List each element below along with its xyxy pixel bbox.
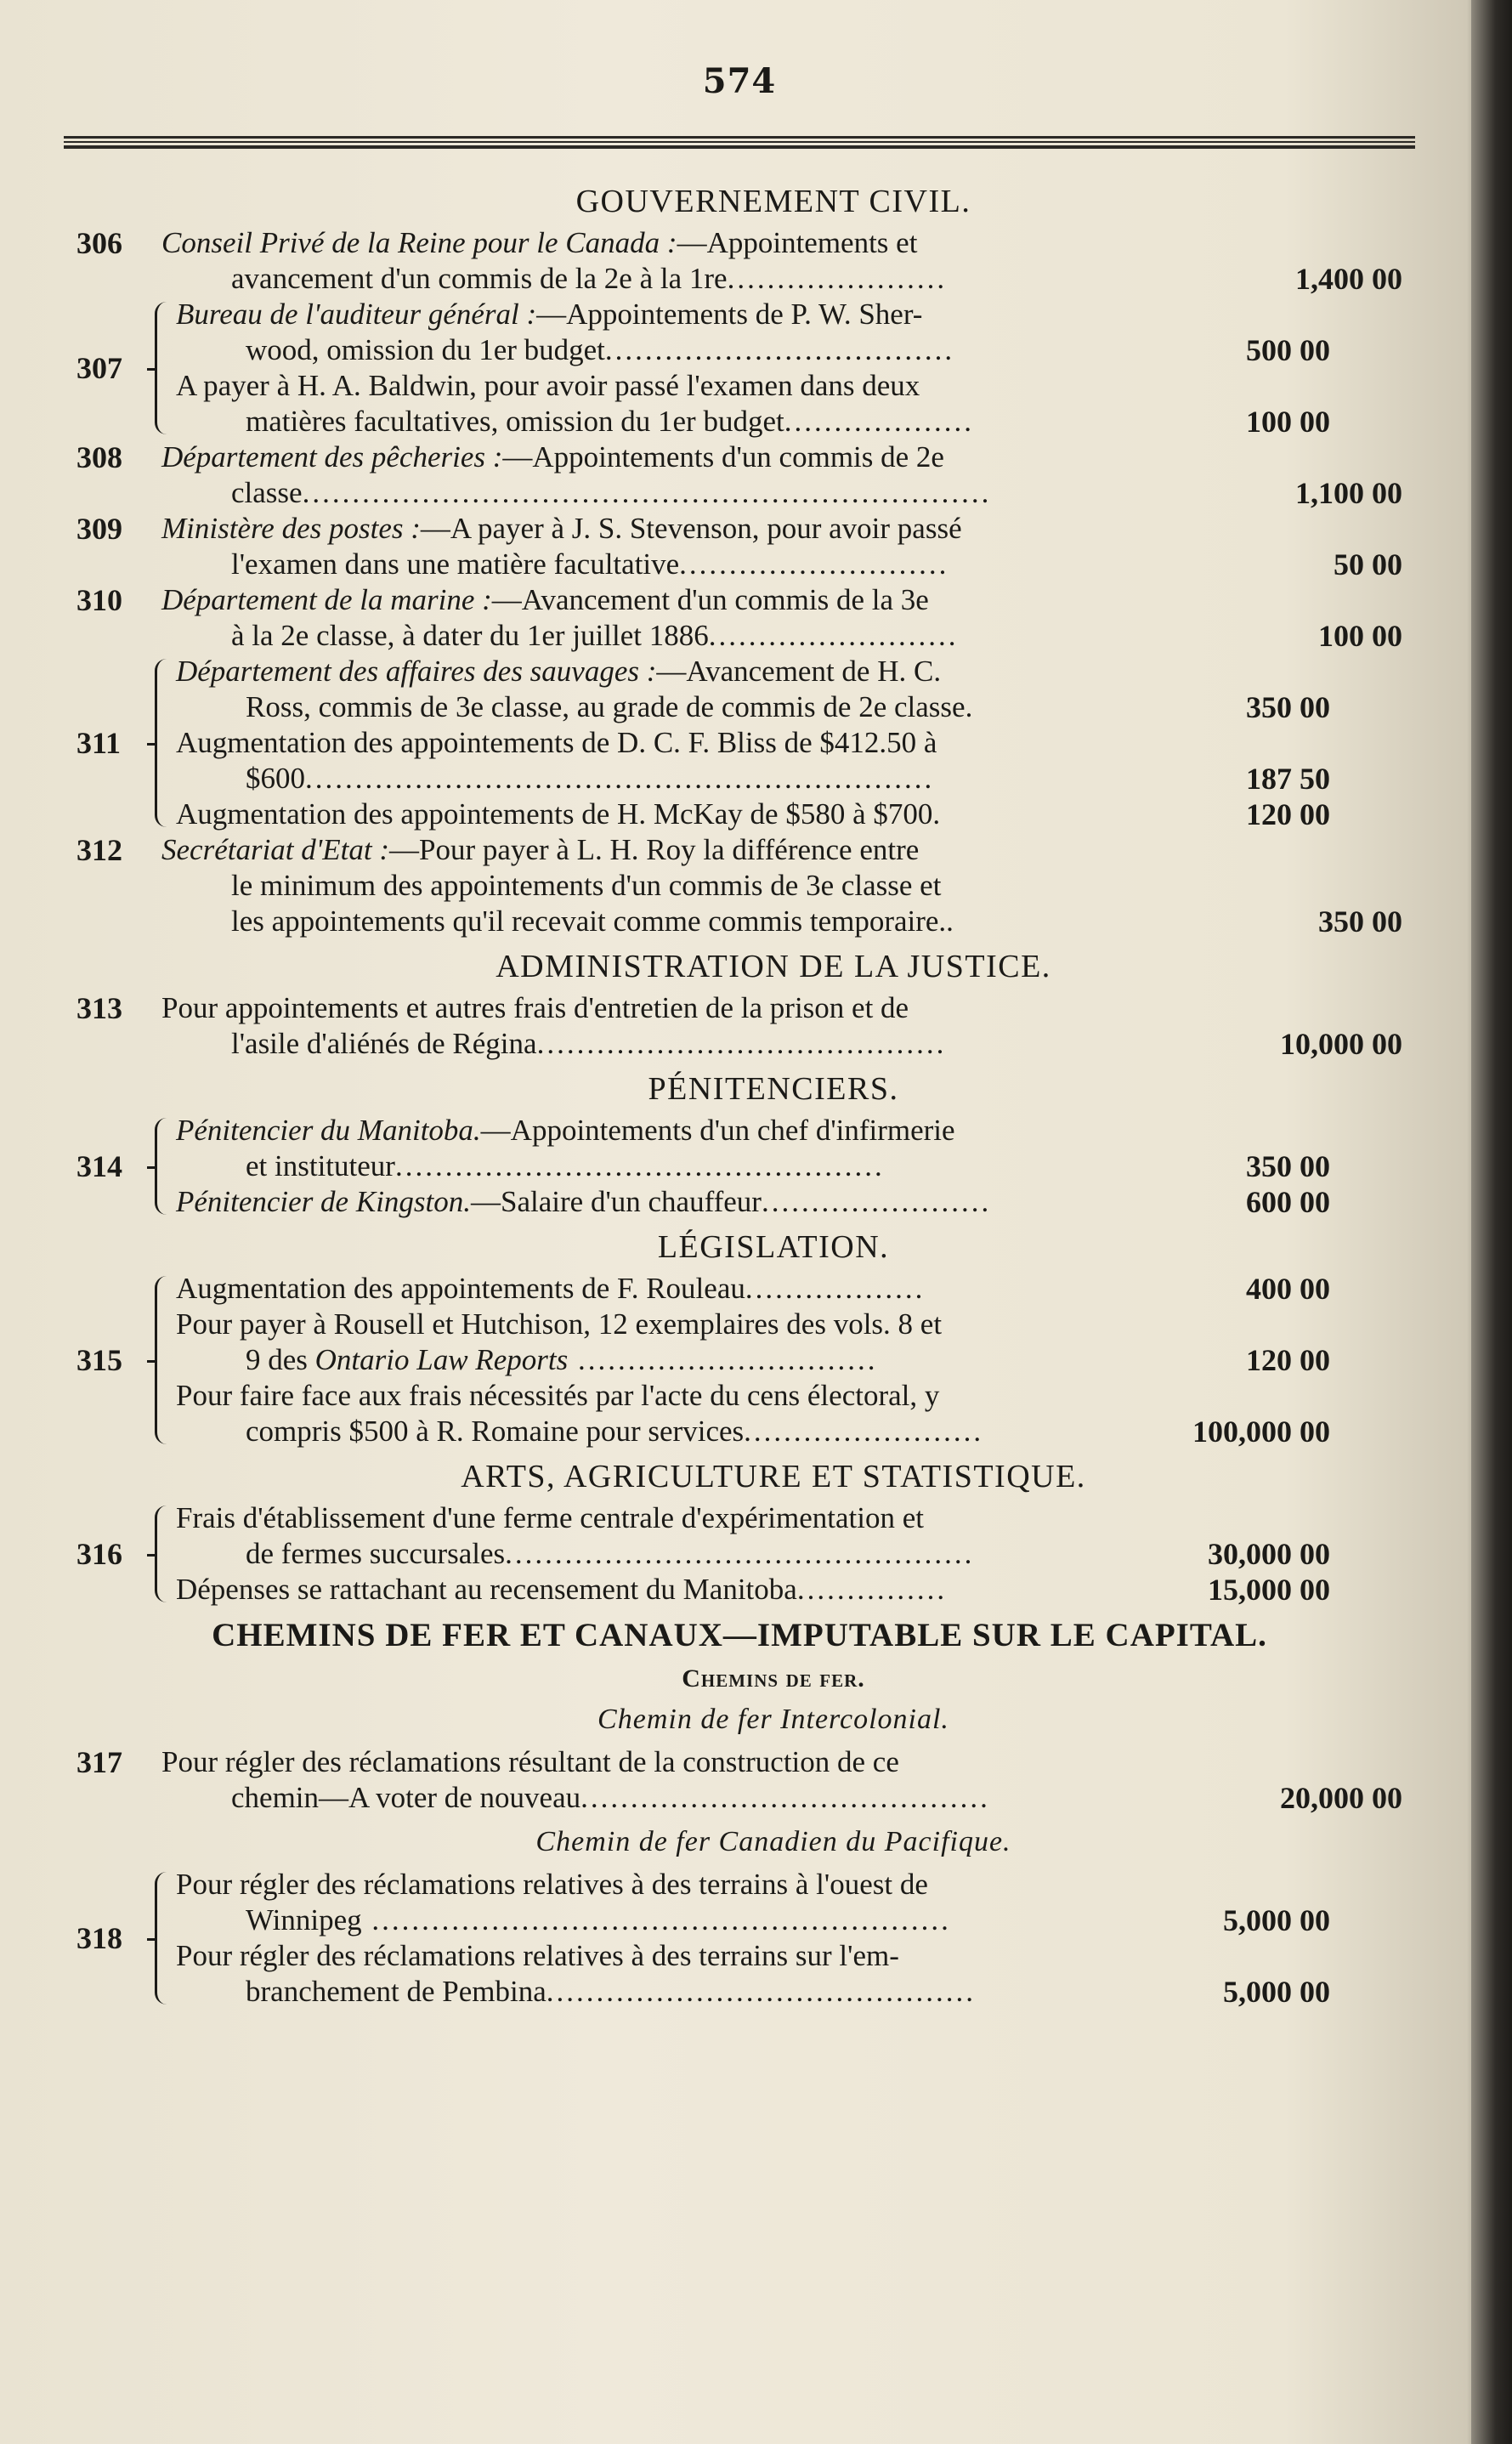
leader-dots: .........................................	[580, 1781, 990, 1814]
subheading-pacifique: Chemin de fer Canadien du Pacifique.	[535, 1826, 1011, 1857]
entry-amount: 600 00	[1246, 1185, 1330, 1219]
leader-dots: ...........................	[679, 547, 949, 581]
entry-line: classe	[231, 476, 303, 509]
entry-line: —Appointements d'un commis de 2e	[502, 440, 944, 473]
entry-amount: 350 00	[1246, 690, 1330, 724]
sub-item	[176, 1378, 1402, 1449]
section-heading-railways: CHEMINS DE FER ET CANAUX—IMPUTABLE SUR LE CAPITAL.	[212, 1617, 1267, 1653]
entry-amount: 120 00	[1246, 797, 1330, 831]
leader-dots: .........................	[708, 619, 959, 652]
entry-amount: 5,000 00	[1223, 1975, 1330, 2009]
entry-amount: 15,000 00	[1208, 1573, 1330, 1607]
entry-311	[76, 654, 1402, 832]
entry-amount: 120 00	[1246, 1343, 1330, 1377]
entry-line: Pour payer à Rousell et Hutchison, 12 exemplaires des vols. 8 et	[176, 1307, 943, 1341]
entry-title: Ministère des postes :	[161, 512, 421, 545]
leader-dots: .........................................	[536, 1027, 947, 1060]
entry-line: Ross, commis de 3e classe, au grade de commis de 2e classe.	[246, 690, 973, 723]
brace	[155, 659, 173, 827]
leader-dots: ...............................................................	[305, 762, 935, 795]
entry-title: Secrétariat d'Etat :	[161, 833, 389, 866]
header-rule	[64, 136, 1415, 148]
entry-line: A payer à H. A. Baldwin, pour avoir passé l'examen dans deux	[176, 369, 920, 402]
entry-line: —A payer à J. S. Stevenson, pour avoir passé	[420, 512, 962, 545]
entry-line: l'examen dans une matière facultative	[231, 547, 680, 581]
entry-line: Pour appointements et autres frais d'entretien de la prison et de	[161, 991, 909, 1024]
entry-number: 313	[76, 991, 122, 1025]
entry-line: Pour régler des réclamations relatives à des terrains à l'ouest de	[176, 1868, 928, 1901]
entry-line: $600	[246, 762, 305, 795]
entry-317	[76, 1744, 1402, 1816]
section-heading-penitenciers: PÉNITENCIERS.	[648, 1071, 899, 1107]
entry-line: branchement de Pembina	[246, 1975, 546, 2008]
entry-line: de fermes succursales	[246, 1537, 506, 1570]
sub-item	[176, 1271, 1402, 1307]
entry-313	[76, 990, 1402, 1062]
book-binding-shadow	[1471, 0, 1512, 2444]
subheading-intercolonial: Chemin de fer Intercolonial.	[597, 1704, 949, 1735]
entry-number: 312	[76, 833, 122, 867]
sub-item	[176, 654, 1402, 725]
leader-dots: ...............................................	[505, 1537, 975, 1570]
page-content	[76, 174, 1402, 2010]
section-heading-arts: ARTS, AGRICULTURE ET STATISTIQUE.	[461, 1459, 1086, 1494]
entry-316	[76, 1500, 1402, 1608]
entry-line: compris $500 à R. Romaine pour services	[246, 1415, 745, 1448]
entry-number: 317	[76, 1745, 122, 1779]
entry-line: à la 2e classe, à dater du 1er juillet 1886	[231, 619, 709, 652]
entry-line: avancement d'un commis de la 2e à la 1re	[231, 262, 728, 295]
sub-item	[176, 1113, 1402, 1184]
entry-amount: 500 00	[1246, 333, 1330, 367]
entry-line: Pour faire face aux frais nécessités par l'acte du cens électoral, y	[176, 1379, 940, 1412]
entry-line: Augmentation des appointements de H. McKay de $580 à $700.	[176, 797, 941, 831]
sub-item	[176, 1500, 1402, 1572]
sub-item	[176, 1867, 1402, 1938]
sub-item	[176, 797, 1402, 832]
entry-line: —Appointements d'un chef d'infirmerie	[480, 1114, 955, 1147]
entry-309	[76, 511, 1402, 582]
sub-item	[176, 1938, 1402, 2010]
entry-number: 316	[76, 1537, 122, 1571]
sub-item	[176, 1184, 1402, 1220]
leader-dots: ........................	[744, 1415, 984, 1448]
entry-number: 310	[76, 583, 122, 617]
entry-line: Pour régler des réclamations résultant de la construction de ce	[161, 1745, 899, 1778]
entry-number: 311	[76, 726, 122, 760]
brace	[155, 1872, 173, 2005]
sub-item	[176, 1307, 1402, 1378]
entry-title: Département de la marine :	[161, 583, 492, 616]
entry-line: et instituteur	[246, 1149, 395, 1182]
entry-amount: 10,000 00	[1280, 1027, 1402, 1061]
entry-line: Pour régler des réclamations relatives à des terrains sur l'em-	[176, 1939, 899, 1972]
brace	[155, 302, 173, 434]
entry-307	[76, 297, 1402, 439]
entry-title: Pénitencier de Kingston.	[176, 1185, 472, 1218]
entry-title: Pénitencier du Manitoba.	[176, 1114, 481, 1147]
entry-line: —Appointements de P. W. Sher-	[536, 298, 923, 331]
entry-line: Frais d'établissement d'une ferme centrale d'expérimentation et	[176, 1501, 924, 1534]
brace	[155, 1276, 173, 1444]
entry-318	[76, 1867, 1402, 2010]
leader-dots: ..................	[745, 1272, 926, 1305]
entry-line: Winnipeg	[246, 1903, 362, 1936]
entry-title: Ontario Law Reports	[314, 1343, 569, 1376]
entry-amount: 50 00	[1334, 547, 1402, 581]
entry-amount: 1,100 00	[1295, 476, 1402, 510]
entry-line: l'asile d'aliénés de Régina	[231, 1027, 537, 1060]
entry-text	[161, 225, 1241, 297]
entry-amount: 100 00	[1246, 405, 1330, 439]
leader-dots: .................................................	[394, 1149, 885, 1182]
entry-314	[76, 1113, 1402, 1220]
entry-title: Conseil Privé de la Reine pour le Canada :	[161, 226, 677, 259]
entry-line: Dépenses se rattachant au recensement du Manitoba	[176, 1573, 797, 1606]
leader-dots: .....................................................................	[302, 476, 992, 509]
leader-dots: ...............	[796, 1573, 948, 1606]
entry-amount: 187 50	[1246, 762, 1330, 796]
leader-dots: .......................	[761, 1185, 992, 1218]
entry-amount: 5,000 00	[1223, 1903, 1330, 1937]
entry-line: chemin—A voter de nouveau	[231, 1781, 581, 1814]
sub-item	[176, 725, 1402, 797]
entry-line: les appointements qu'il recevait comme commis temporaire..	[231, 904, 954, 938]
entry-number: 315	[76, 1343, 122, 1377]
leader-dots: ......................	[727, 262, 948, 295]
entry-number: 307	[76, 351, 122, 385]
entry-number: 309	[76, 512, 122, 546]
entry-amount: 30,000 00	[1208, 1537, 1330, 1571]
entry-line: Augmentation des appointements de D. C. F. Bliss de $412.50 à	[176, 726, 937, 759]
brace	[155, 1118, 173, 1215]
sub-item	[176, 297, 1402, 368]
entry-line: —Avancement de H. C.	[656, 655, 942, 688]
leader-dots: ...........................................	[546, 1975, 977, 2008]
entry-amount: 400 00	[1246, 1272, 1330, 1306]
sub-item	[176, 368, 1402, 439]
leader-dots: ...................................	[604, 333, 955, 366]
entry-line: —Avancement d'un commis de la 3e	[491, 583, 929, 616]
entry-number: 306	[76, 226, 122, 260]
entry-amount: 100 00	[1318, 619, 1402, 653]
entry-306	[76, 225, 1402, 297]
entry-line: le minimum des appointements d'un commis de 3e classe et	[231, 869, 942, 902]
page-number: 574	[702, 61, 777, 101]
leader-dots: ...................	[784, 405, 974, 438]
entry-amount: 350 00	[1246, 1149, 1330, 1183]
entry-312	[76, 832, 1402, 939]
section-heading-justice: ADMINISTRATION DE LA JUSTICE.	[496, 949, 1051, 984]
entry-315	[76, 1271, 1402, 1449]
leader-dots: ..........................................................	[361, 1903, 951, 1936]
subheading-chemins-de-fer: Chemins de fer.	[682, 1664, 865, 1693]
entry-number: 314	[76, 1149, 122, 1183]
entry-number: 308	[76, 440, 122, 474]
entry-line: —Pour payer à L. H. Roy la différence entre	[389, 833, 920, 866]
entry-amount: 100,000 00	[1192, 1415, 1330, 1449]
brace	[155, 1506, 173, 1602]
sub-item	[176, 1572, 1402, 1608]
entry-amount: 1,400 00	[1295, 262, 1402, 296]
entry-number: 318	[76, 1921, 122, 1955]
entry-title: Département des affaires des sauvages :	[176, 655, 657, 688]
entry-amount: 350 00	[1318, 904, 1402, 938]
entry-title: Bureau de l'auditeur général :	[176, 298, 537, 331]
entry-line: 9 des	[246, 1343, 315, 1376]
entry-title: Département des pêcheries :	[161, 440, 503, 473]
section-heading-civil: GOUVERNEMENT CIVIL.	[575, 184, 971, 219]
entry-amount: 20,000 00	[1280, 1781, 1402, 1815]
entry-line: wood, omission du 1er budget	[246, 333, 605, 366]
entry-line: matières facultatives, omission du 1er budget	[246, 405, 784, 438]
entry-line: Augmentation des appointements de F. Rouleau	[176, 1272, 745, 1305]
entry-308	[76, 439, 1402, 511]
entry-line: —Appointements et	[677, 226, 918, 259]
entry-line: —Salaire d'un chauffeur	[471, 1185, 762, 1218]
entry-310	[76, 582, 1402, 654]
section-heading-legislation: LÉGISLATION.	[657, 1229, 890, 1265]
leader-dots: ..............................	[568, 1343, 878, 1376]
